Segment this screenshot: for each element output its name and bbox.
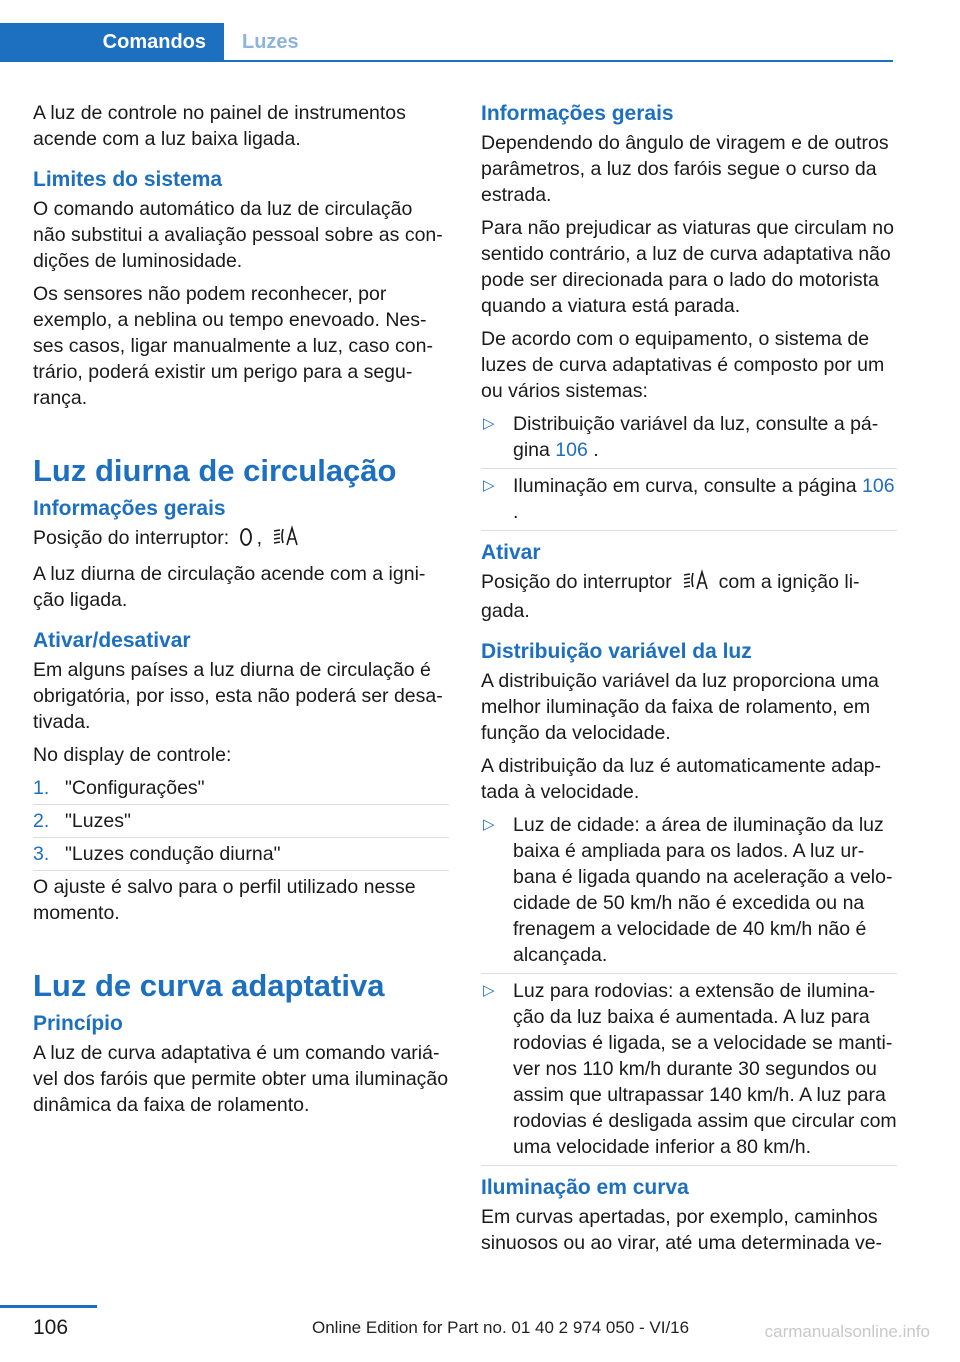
- zero-position-icon: [239, 527, 253, 554]
- activate-paragraph-1: Em alguns países a luz diurna de circulação é obrigatória, por isso, esta não poderá ser desativada.: [33, 659, 443, 733]
- drl-heading: Luz diurna de circulação: [33, 453, 397, 488]
- limits-paragraph-1: O comando automático da luz de circulação não substitui a avaliação pessoal sobre as condições de luminosidade.: [33, 198, 443, 272]
- info-paragraph-2: Para não prejudicar as viaturas que circulam no sentido contrário, a luz de curva adaptativa não pode ser direcionada para o lado do motorista quando a viatura está parada.: [481, 217, 894, 317]
- systems-list: [481, 411, 897, 525]
- right-column: [481, 100, 897, 1263]
- list-item: ▷ Luz de cidade: a área de iluminação da luz baixa é ampliada para os lados. A luz urbana é ligada quando na aceleração a velocidade de 50 km/h não é excedida ou na frenagem a velocidade de 40 km/h não é alcançada.: [481, 812, 897, 968]
- section-tab-luzes: Luzes: [242, 31, 299, 53]
- dist-heading: Distribuição variável da luz: [481, 640, 752, 663]
- info-heading: Informações gerais: [481, 102, 674, 125]
- limits-heading: Limites do sistema: [33, 168, 223, 191]
- list-item: 2. "Luzes": [33, 808, 449, 834]
- info-paragraph-3: De acordo com o equipamento, o sistema de luzes de curva adaptativas é composto por um ou vários sistemas:: [481, 328, 885, 402]
- dist-list: [481, 812, 897, 1160]
- info-paragraph-1: Dependendo do ângulo de viragem e de outros parâmetros, a luz dos faróis segue o curso da estrada.: [481, 132, 889, 206]
- left-column: [33, 100, 449, 1125]
- auto-light-icon: [271, 525, 299, 554]
- page-number: 106: [33, 1316, 69, 1339]
- curve-paragraph: Em curvas apertadas, por exemplo, caminhos sinuosos ou ao virar, até uma determinada ve-: [481, 1206, 883, 1254]
- watermark: carmanualsonline.info: [764, 1322, 930, 1341]
- page-link[interactable]: 106: [555, 439, 588, 461]
- intro-paragraph: A luz de controle no painel de instrumentos acende com a luz baixa ligada.: [33, 102, 406, 150]
- dist-paragraph-2: A distribuição da luz é automaticamente adaptada à velocidade.: [481, 755, 881, 803]
- drl-info-heading: Informações gerais: [33, 497, 226, 520]
- activate-heading: Ativar/desativar: [33, 629, 191, 652]
- list-item: ▷ Luz para rodovias: a extensão de iluminação da luz baixa é aumentada. A luz para rodovias é ligada, se a velocidade se mantiver nos 110 km/h durante 30 segundos ou assim que ultrapassar 140 km/h. A luz para rodovias é desligada assim que circular com uma velocidade inferior a 80 km/h.: [481, 978, 897, 1160]
- ativar-paragraph: Posição do interruptor com a ignição ligada.: [481, 571, 860, 622]
- curve-heading: Iluminação em curva: [481, 1176, 689, 1199]
- header-rule: [0, 60, 893, 62]
- list-item: ▷ Distribuição variável da luz, consulte a página 106 .: [481, 411, 897, 463]
- steps-list: [33, 775, 449, 867]
- drl-switch-text: Posição do interruptor:: [33, 527, 230, 549]
- dist-paragraph-1: A distribuição variável da luz proporciona uma melhor iluminação da faixa de rolamento, em função da velocidade.: [481, 670, 879, 744]
- ativar-heading: Ativar: [481, 541, 541, 564]
- list-item: 1. "Configurações": [33, 775, 449, 801]
- page-number-rule: [0, 1305, 97, 1308]
- drl-switch-separator: ,: [256, 527, 263, 549]
- principle-paragraph: A luz de curva adaptativa é um comando variável dos faróis que permite obter uma iluminação dinâmica da faixa de rolamento.: [33, 1042, 449, 1116]
- principle-heading: Princípio: [33, 1012, 123, 1035]
- drl-switch-line: [33, 525, 449, 554]
- section-tab-comandos: Comandos: [0, 23, 224, 62]
- auto-light-icon: [681, 569, 709, 598]
- list-item: ▷ Iluminação em curva, consulte a página 106 .: [481, 473, 897, 525]
- page-header: [0, 0, 960, 62]
- limits-paragraph-2: Os sensores não podem reconhecer, por exemplo, a neblina ou tempo enevoado. Nesses casos, ligar manualmente a luz, caso contrário, poderá existir um perigo para a segurança.: [33, 283, 433, 409]
- activate-paragraph-3: O ajuste é salvo para o perfil utilizado nesse momento.: [33, 876, 416, 924]
- activate-paragraph-2: No display de controle:: [33, 744, 232, 766]
- adaptive-heading: Luz de curva adaptativa: [33, 968, 385, 1003]
- edition-text: Online Edition for Part no. 01 40 2 974 050 - VI/16: [312, 1318, 690, 1337]
- drl-paragraph: A luz diurna de circulação acende com a ignição ligada.: [33, 563, 426, 611]
- list-item: 3. "Luzes condução diurna": [33, 841, 449, 867]
- page-link[interactable]: 106: [862, 475, 895, 497]
